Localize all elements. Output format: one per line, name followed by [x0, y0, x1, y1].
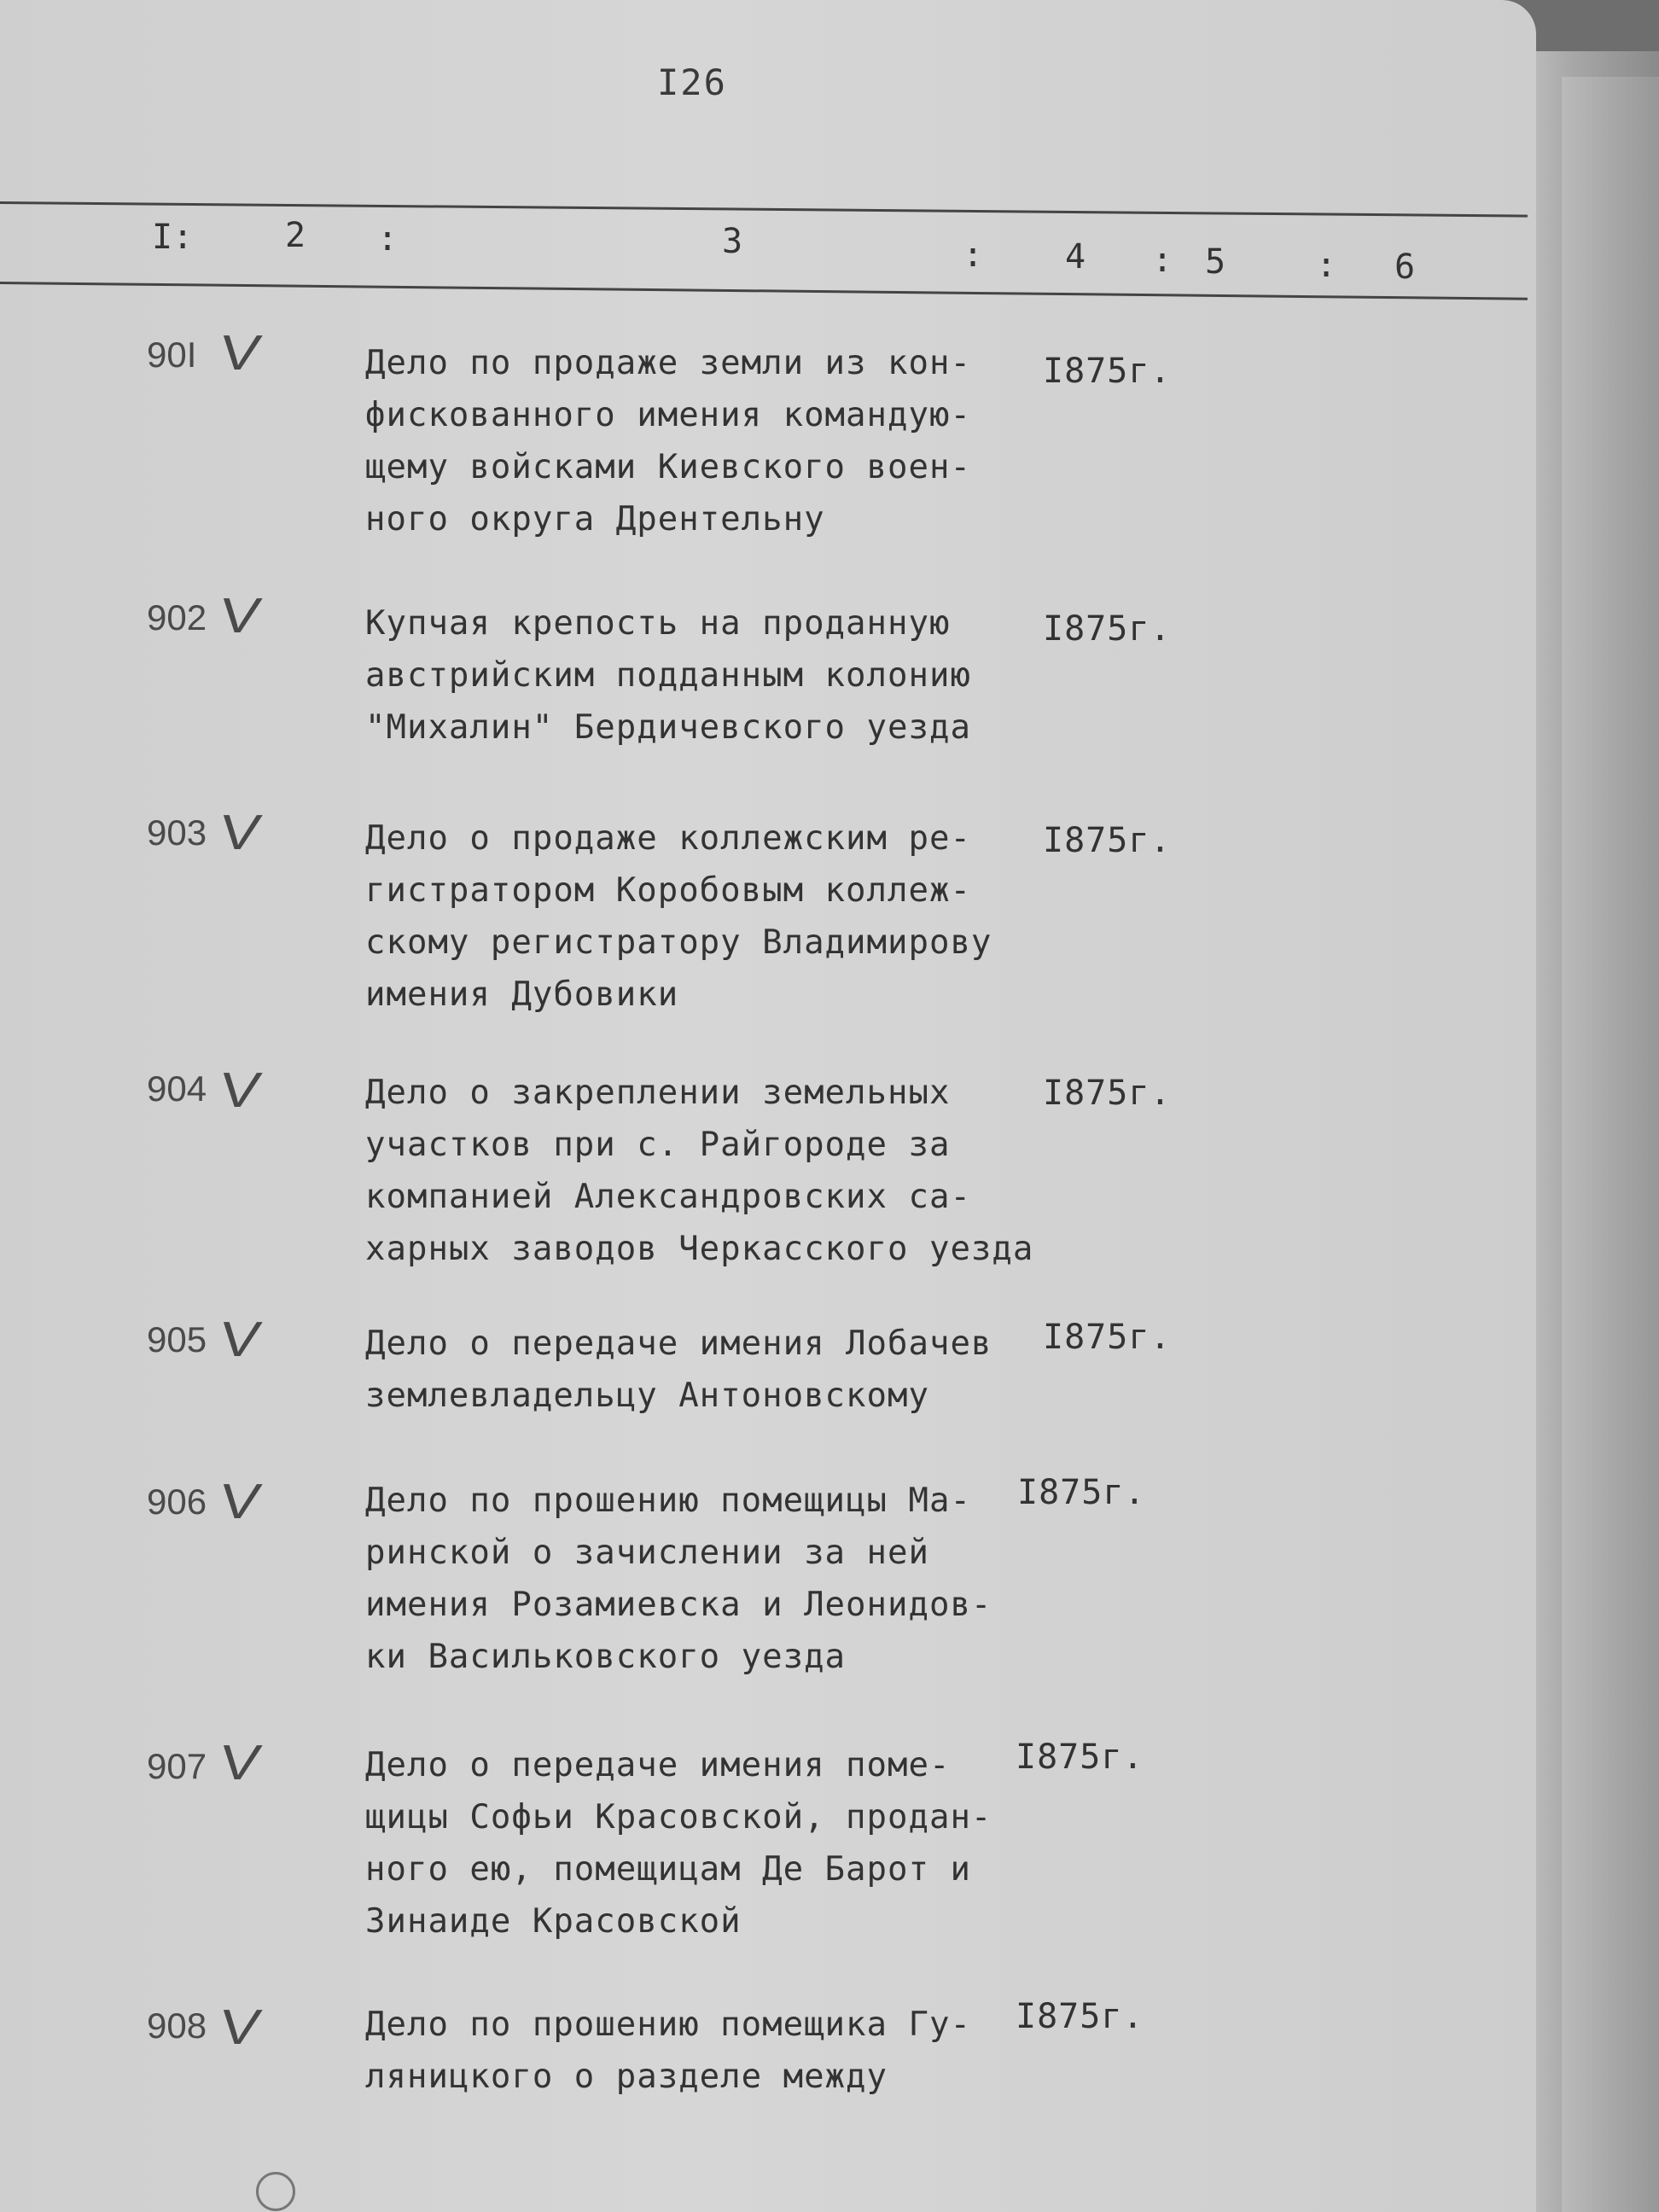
- record-year: I875г.: [1043, 1074, 1172, 1113]
- record-number: 902: [147, 597, 207, 637]
- check-mark: V: [215, 588, 265, 643]
- record-title-line: гистратором Коробовым коллеж-: [365, 871, 971, 910]
- record-number: 90I: [147, 335, 197, 375]
- record-year: I875г.: [1016, 1997, 1144, 2036]
- record-number: 904: [147, 1068, 207, 1109]
- header-rule-bottom: [0, 282, 1528, 300]
- check-mark: V: [215, 1062, 265, 1118]
- page-number: I26: [657, 61, 727, 103]
- check-mark: V: [215, 2000, 265, 2055]
- column-header-2: 2: [285, 216, 306, 255]
- record-title-line: ляницкого о разделе между: [365, 2058, 888, 2096]
- check-mark: V: [215, 805, 265, 860]
- record-title: [365, 597, 1065, 754]
- record-title-line: фискованного имения командую-: [365, 396, 971, 434]
- record-title-line: Купчая крепость на проданную: [365, 604, 951, 643]
- record-year: I875г.: [1043, 352, 1172, 391]
- record-number: 903: [147, 812, 207, 853]
- record-number: 908: [147, 2005, 207, 2046]
- record-title-line: Дело о передаче имения поме-: [365, 1746, 951, 1784]
- column-header-6: 6: [1394, 247, 1416, 287]
- column-header-3: 3: [722, 222, 743, 261]
- record-year: I875г.: [1017, 1473, 1146, 1512]
- record-title-line: имения Розамиевска и Леонидов-: [365, 1586, 992, 1624]
- record-title: [365, 812, 1065, 1021]
- record-year: I875г.: [1043, 609, 1172, 649]
- handwritten-mark: [256, 2172, 295, 2211]
- record-title: [365, 1739, 1065, 1947]
- column-separator: :: [1152, 241, 1173, 280]
- check-mark: V: [215, 1735, 265, 1790]
- record-title-line: Дело по прошению помещика Гу-: [365, 2005, 971, 2044]
- record-number: 906: [147, 1481, 207, 1522]
- record-title-line: щицы Софьи Красовской, продан-: [365, 1798, 992, 1837]
- column-separator: :: [1316, 246, 1337, 285]
- record-title: [365, 1318, 1065, 1422]
- column-separator: :: [377, 219, 399, 259]
- record-title-line: "Михалин" Бердичевского уезда: [365, 708, 971, 747]
- check-mark: V: [215, 1312, 265, 1367]
- record-title-line: Дело по продаже земли из кон-: [365, 344, 971, 382]
- page-edge-shadow: [1562, 77, 1659, 2212]
- check-mark: V: [215, 1474, 265, 1529]
- record-title-line: компанией Александровских са-: [365, 1178, 971, 1216]
- record-year: I875г.: [1043, 1318, 1172, 1357]
- record-title-line: Дело по прошению помещицы Ма-: [365, 1481, 971, 1520]
- record-title-line: скому регистратору Владимирову: [365, 923, 992, 962]
- column-header-5: 5: [1205, 242, 1226, 282]
- column-header-4: 4: [1065, 237, 1086, 276]
- record-title-line: Зинаиде Красовской: [365, 1902, 742, 1941]
- check-mark: V: [215, 325, 265, 381]
- header-rule-top: [0, 201, 1528, 218]
- record-title-line: харных заводов Черкасского уезда: [365, 1230, 1034, 1268]
- record-title-line: щему войсками Киевского воен-: [365, 448, 971, 486]
- record-title-line: Дело о закреплении земельных: [365, 1074, 951, 1112]
- column-header-1: I:: [152, 218, 194, 257]
- record-title-line: ного ею, помещицам Де Барот и: [365, 1850, 971, 1889]
- record-number: 907: [147, 1746, 207, 1786]
- record-title-line: ки Васильковского уезда: [365, 1638, 847, 1676]
- record-title-line: Дело о продаже коллежским ре-: [365, 819, 971, 858]
- record-title: [365, 337, 1065, 545]
- column-separator: :: [963, 236, 984, 275]
- record-year: I875г.: [1016, 1738, 1144, 1777]
- record-title-line: австрийским подданным колонию: [365, 656, 971, 695]
- record-title-line: землевладельцу Антоновскому: [365, 1377, 929, 1415]
- record-title-line: Дело о передаче имения Лобачев: [365, 1324, 992, 1363]
- record-number: 905: [147, 1319, 207, 1359]
- record-year: I875г.: [1043, 821, 1172, 860]
- record-title: [365, 1067, 1065, 1275]
- record-title: [365, 1999, 1065, 2103]
- record-title: [365, 1475, 1065, 1683]
- record-title-line: имения Дубовики: [365, 975, 679, 1014]
- record-title-line: ного округа Дрентельну: [365, 500, 825, 538]
- record-title-line: ринской о зачислении за ней: [365, 1534, 929, 1572]
- record-title-line: участков при с. Райгороде за: [365, 1126, 951, 1164]
